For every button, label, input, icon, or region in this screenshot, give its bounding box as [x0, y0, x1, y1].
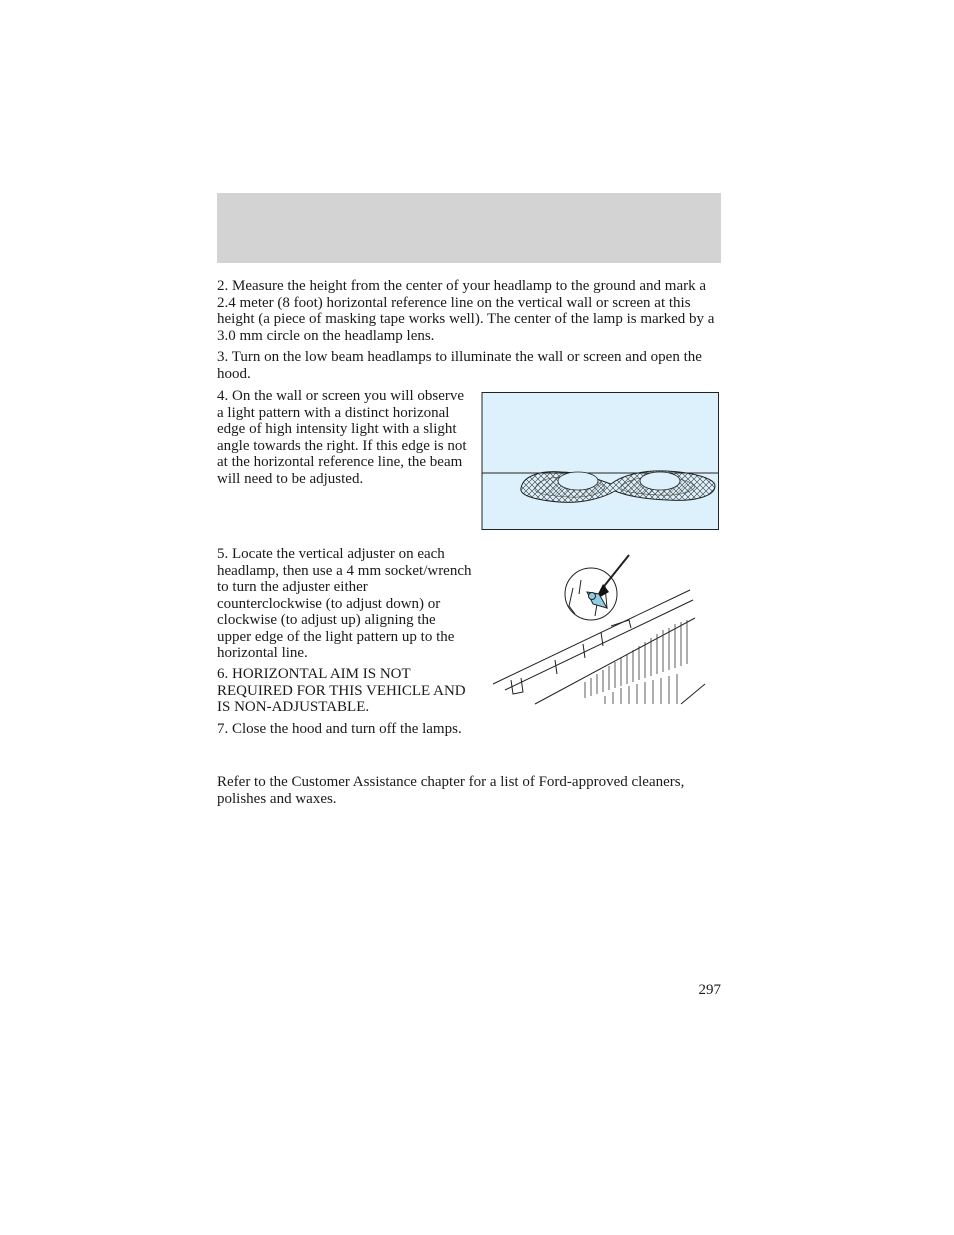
headlamp-adjuster-illustration [485, 550, 715, 712]
step-6-text: 6. HORIZONTAL AIM IS NOT REQUIRED FOR THIS VEHICLE AND IS NON-ADJUSTABLE. [217, 666, 466, 715]
step-5-text: 5. Locate the vertical adjuster on each headlamp, then use a 4 mm socket/wrench to turn the adjuster either counterclockwise (to adjust down) or clockwise (to adjust up) aligning the upper edge of the light pattern up to the horizontal line. [217, 546, 472, 661]
step-3-text: 3. Turn on the low beam headlamps to illuminate the wall or screen and open the hood. [217, 349, 702, 382]
step-4-text: 4. On the wall or screen you will observe a light pattern with a distinct horizonal edge of high intensity light with a slight angle towards the right. If this edge is not at the horizontal reference line, the beam will need to be adjusted. [217, 388, 467, 487]
section-header-bar [217, 193, 721, 263]
step-7-text: 7. Close the hood and turn off the lamps. [217, 721, 462, 737]
step-2-text: 2. Measure the height from the center of your headlamp to the ground and mark a 2.4 meter (8 foot) horizontal reference line on the vertical wall or screen at this height (a piece of masking tape works well). The center of the lamp is marked by a 3.0 mm circle on the headlamp lens. [217, 278, 715, 344]
beam-pattern-illustration [481, 392, 720, 531]
footer-note: Refer to the Customer Assistance chapter for a list of Ford-approved cleaners, polishes and waxes. [217, 774, 685, 807]
page-number: 297 [698, 982, 721, 998]
